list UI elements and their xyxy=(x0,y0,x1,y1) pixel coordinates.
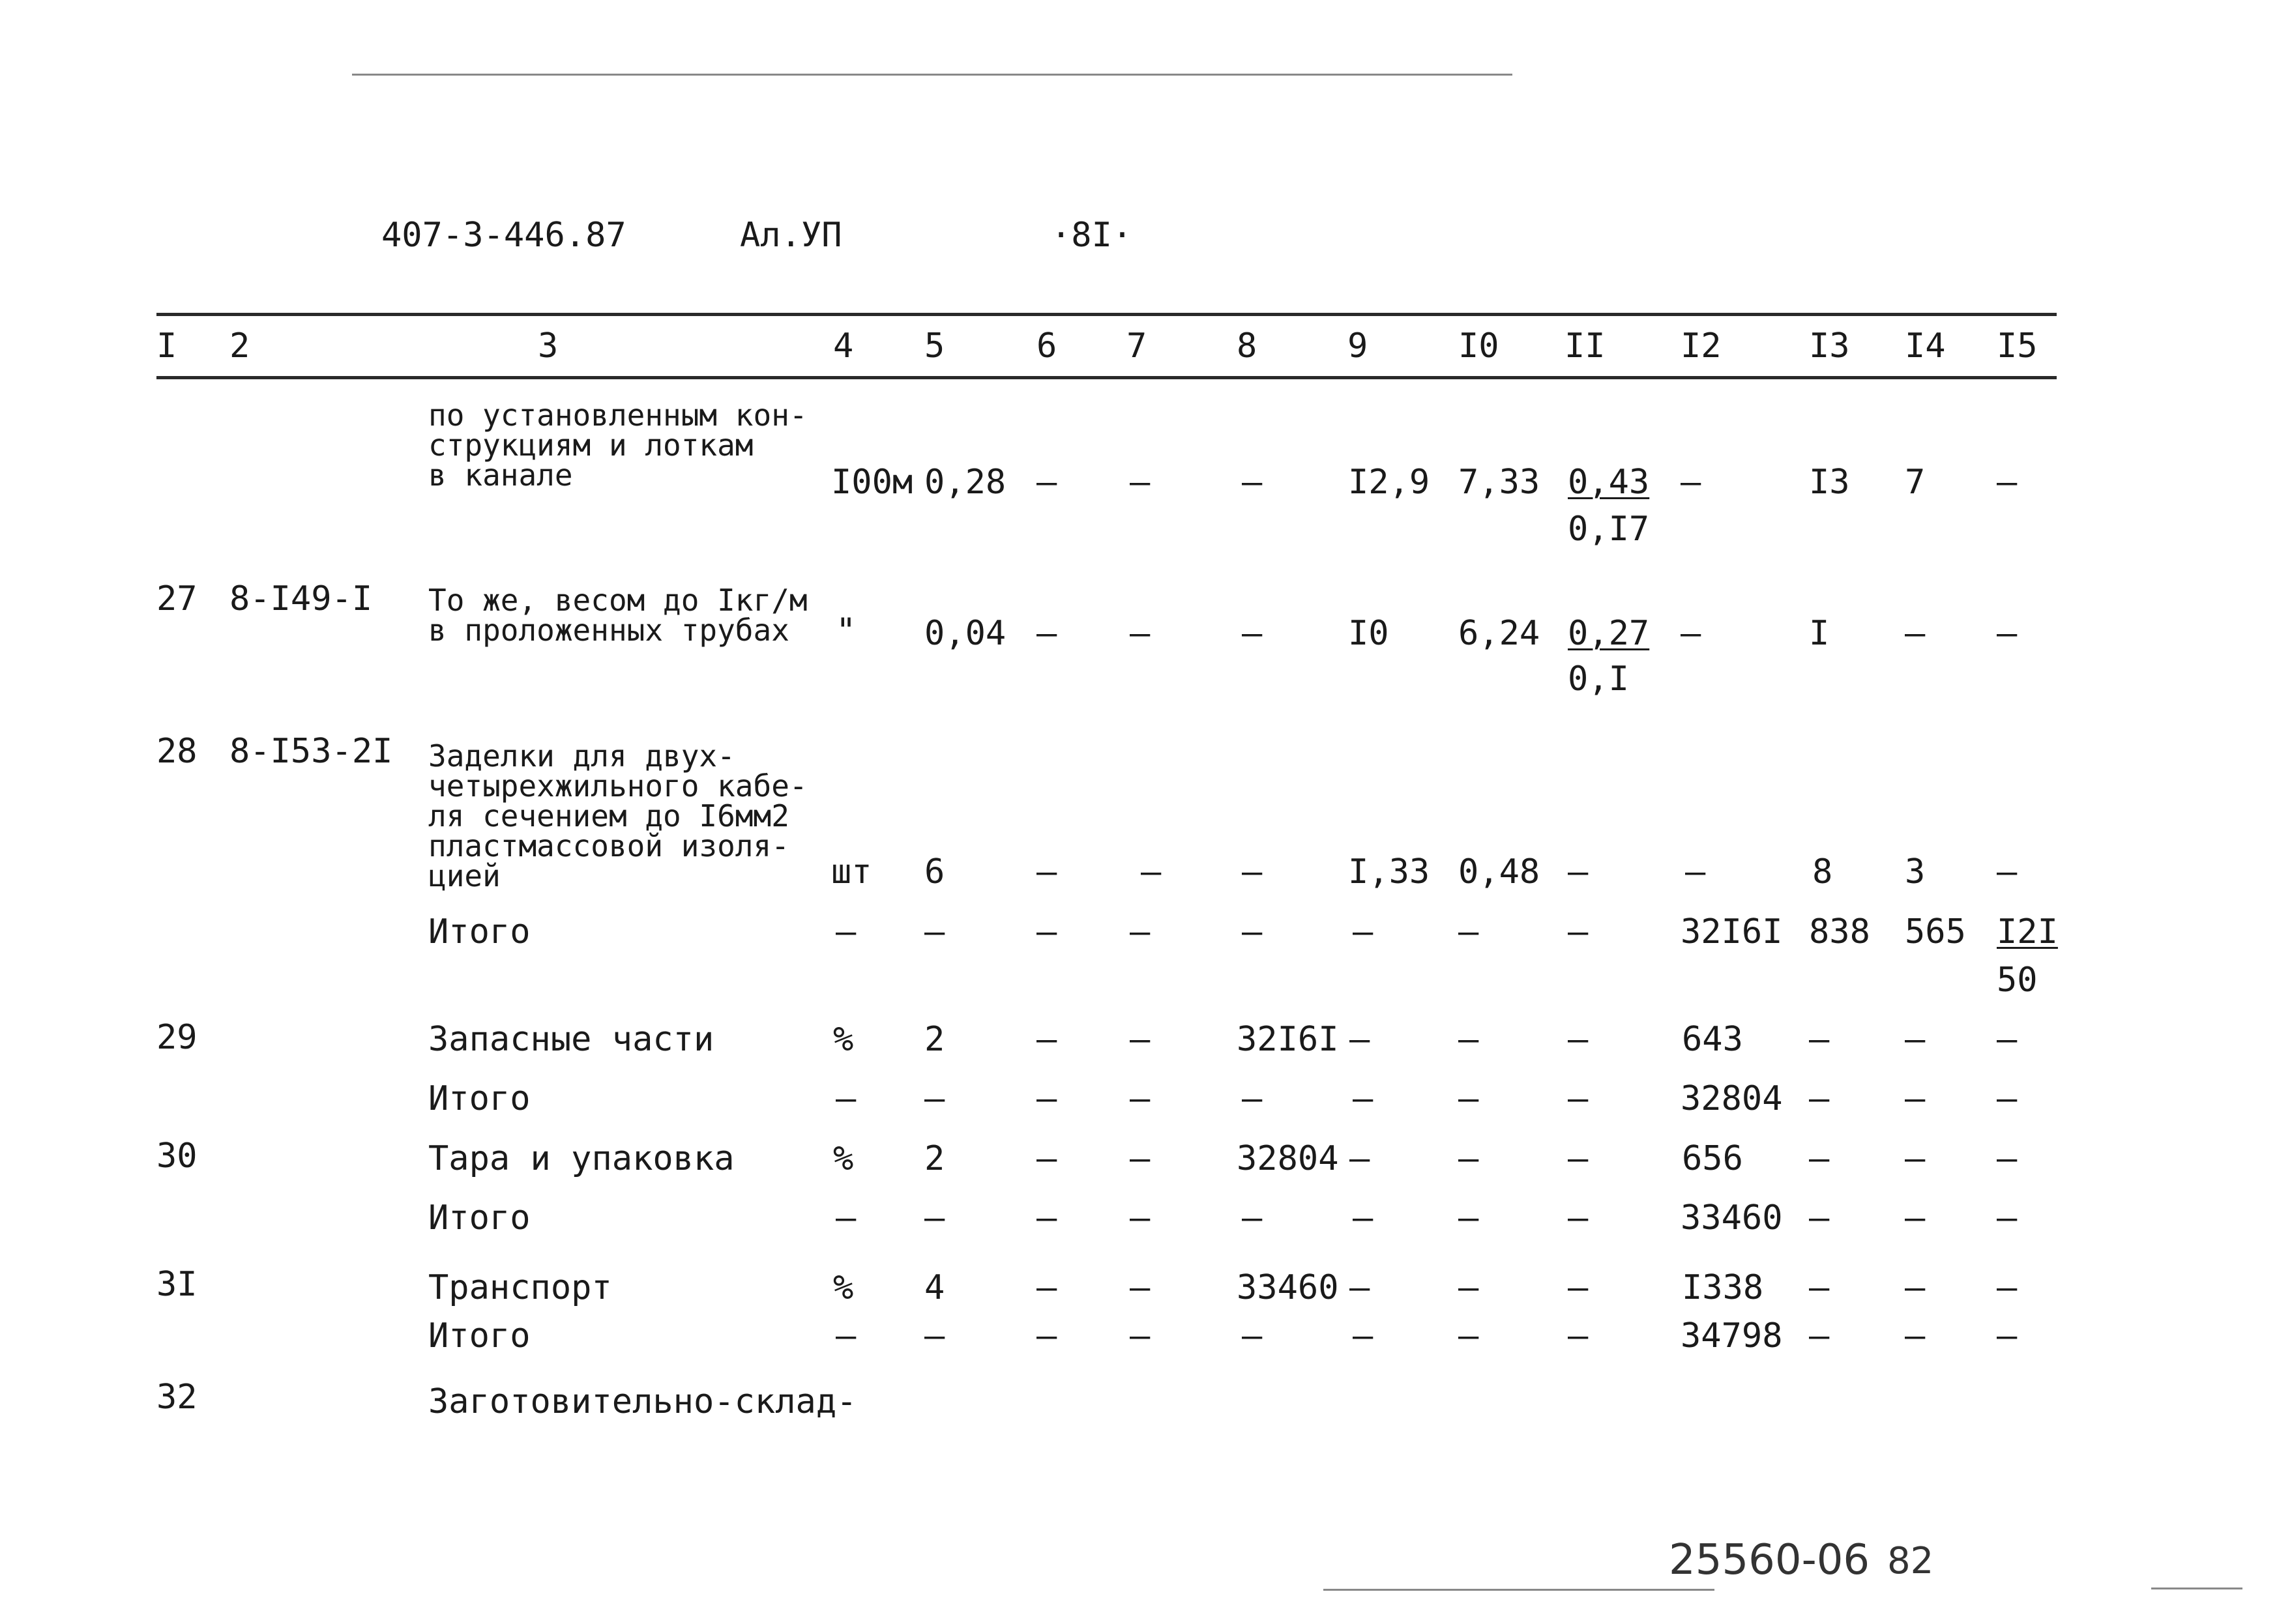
cell-11: – xyxy=(1568,1020,1589,1059)
total-label: Итого xyxy=(428,912,531,951)
total-label: Итого xyxy=(428,1079,531,1118)
cell-14: – xyxy=(1905,1268,1926,1307)
col-header-9: 9 xyxy=(1347,326,1368,366)
cell-5: 0,04 xyxy=(924,614,1006,653)
cell-12: 33460 xyxy=(1681,1198,1783,1238)
cell-8: 32I6I xyxy=(1237,1020,1339,1059)
cell-14: 7 xyxy=(1905,463,1926,502)
cell-15: – xyxy=(1997,1316,2018,1356)
cell-10: – xyxy=(1458,1020,1479,1059)
cell-13: – xyxy=(1809,1198,1830,1238)
row-description: Заделки для двух- четырехжильного кабе- ля сечением до I6мм2 пластмассовой изоля- цией xyxy=(428,738,808,893)
unit-cell: % xyxy=(833,1020,854,1059)
cell-12: 656 xyxy=(1682,1139,1743,1178)
cell-8: – xyxy=(1242,1198,1263,1238)
col-header-12: I2 xyxy=(1681,326,1722,366)
cell-11: – xyxy=(1568,852,1589,892)
col-header-15: I5 xyxy=(1997,326,2038,366)
cell-10: – xyxy=(1458,1316,1479,1356)
cell-14: 3 xyxy=(1905,852,1926,892)
cell-5: 2 xyxy=(924,1020,945,1059)
cell-6: – xyxy=(1036,1079,1057,1118)
cell-15: – xyxy=(1997,1079,2018,1118)
cell-7: – xyxy=(1130,1316,1151,1356)
footer-rule xyxy=(1323,1589,1714,1591)
cell-4: – xyxy=(836,1079,857,1118)
cell-6: – xyxy=(1036,1198,1057,1238)
cell-7: – xyxy=(1130,1268,1151,1307)
cell-15: – xyxy=(1997,1139,2018,1178)
cell-15: – xyxy=(1997,1198,2018,1238)
col-header-10: I0 xyxy=(1458,326,1499,366)
cell-9: I0 xyxy=(1348,614,1389,653)
cell-10: – xyxy=(1458,1139,1479,1178)
cell-11-top: 0,27 xyxy=(1568,614,1650,653)
cell-11: – xyxy=(1568,912,1589,951)
page-number: ·8I· xyxy=(1051,216,1133,255)
cell-7: – xyxy=(1130,1198,1151,1238)
cell-9: – xyxy=(1353,1198,1374,1238)
cell-7: – xyxy=(1130,463,1151,502)
cell-10: 7,33 xyxy=(1458,463,1540,502)
cell-6: – xyxy=(1036,1316,1057,1356)
cell-15: – xyxy=(1997,463,2018,502)
col-header-4: 4 xyxy=(833,326,854,366)
cell-13: – xyxy=(1809,1020,1830,1059)
unit-cell: % xyxy=(833,1268,854,1307)
cell-12: – xyxy=(1681,463,1701,502)
cell-11: – xyxy=(1568,1316,1589,1356)
row-label: Запасные части xyxy=(428,1020,714,1059)
handwritten-page: 82 xyxy=(1887,1540,1934,1582)
col-header-3: 3 xyxy=(538,326,559,366)
cell-13: I3 xyxy=(1809,463,1850,502)
cell-8: – xyxy=(1242,1079,1263,1118)
cell-12: – xyxy=(1681,614,1701,653)
col-header-5: 5 xyxy=(924,326,945,366)
cell-7: – xyxy=(1130,1020,1151,1059)
col-header-7: 7 xyxy=(1126,326,1147,366)
cell-10: – xyxy=(1458,1079,1479,1118)
cell-10: – xyxy=(1458,1268,1479,1307)
cell-8: – xyxy=(1242,1316,1263,1356)
cell-9: – xyxy=(1353,912,1374,951)
unit-cell: шт xyxy=(831,852,872,892)
cell-5: – xyxy=(924,1198,945,1238)
cell-8: 32804 xyxy=(1237,1139,1339,1178)
cell-9: I2,9 xyxy=(1348,463,1430,502)
cell-15: – xyxy=(1997,1268,2018,1307)
cell-4: – xyxy=(836,1316,857,1356)
col-header-2: 2 xyxy=(229,326,250,366)
cell-13: I xyxy=(1809,614,1830,653)
cell-9: – xyxy=(1349,1268,1370,1307)
table-header-bottom-rule xyxy=(156,376,2057,379)
col-header-14: I4 xyxy=(1905,326,1946,366)
cell-6: – xyxy=(1036,463,1057,502)
cell-5: – xyxy=(924,912,945,951)
cell-8: – xyxy=(1242,852,1263,892)
col-header-8: 8 xyxy=(1237,326,1257,366)
cell-12: 34798 xyxy=(1681,1316,1783,1356)
cell-13: – xyxy=(1809,1079,1830,1118)
cell-12: – xyxy=(1685,852,1706,892)
col-header-1: I xyxy=(156,326,177,366)
row-description: по установленным кон- струкциям и лоткам в канале xyxy=(428,398,808,493)
row-number: 32 xyxy=(156,1378,198,1417)
cell-13: – xyxy=(1809,1268,1830,1307)
cell-8: – xyxy=(1242,912,1263,951)
row-label: Транспорт xyxy=(428,1268,612,1307)
unit-cell: % xyxy=(833,1139,854,1178)
cell-6: – xyxy=(1036,852,1057,892)
cell-6: – xyxy=(1036,1020,1057,1059)
row-code: 8-I53-2I xyxy=(229,732,393,771)
total-label: Итого xyxy=(428,1198,531,1238)
row-number: 30 xyxy=(156,1137,198,1176)
cell-11: – xyxy=(1568,1268,1589,1307)
cell-7: – xyxy=(1130,614,1151,653)
cell-8: 33460 xyxy=(1237,1268,1339,1307)
cell-13: 8 xyxy=(1812,852,1833,892)
cell-11: – xyxy=(1568,1079,1589,1118)
cell-11-bottom: 0,I7 xyxy=(1568,510,1650,549)
cell-9: – xyxy=(1353,1316,1374,1356)
cell-15-bottom: 50 xyxy=(1997,961,2038,1000)
row-number: 3I xyxy=(156,1265,198,1304)
cell-12: 643 xyxy=(1682,1020,1743,1059)
sheet-label: Ал.УП xyxy=(740,216,842,255)
cell-14: – xyxy=(1905,614,1926,653)
cell-13: – xyxy=(1809,1139,1830,1178)
col-header-6: 6 xyxy=(1036,326,1057,366)
table-top-rule xyxy=(156,313,2057,316)
cell-7: – xyxy=(1130,912,1151,951)
cell-7: – xyxy=(1130,1139,1151,1178)
row-number: 27 xyxy=(156,579,198,618)
row-label: Заготовительно-склад- xyxy=(428,1382,857,1421)
cell-5: 2 xyxy=(924,1139,945,1178)
row-code: 8-I49-I xyxy=(229,579,373,618)
top-rule xyxy=(352,74,1512,76)
unit-cell: I00м xyxy=(831,463,913,502)
cell-5: 4 xyxy=(924,1268,945,1307)
footer-rule-right xyxy=(2151,1588,2242,1589)
cell-14: 565 xyxy=(1905,912,1966,951)
total-label: Итого xyxy=(428,1316,531,1356)
row-number: 28 xyxy=(156,732,198,771)
cell-10: 0,48 xyxy=(1458,852,1540,892)
row-label: Тара и упаковка xyxy=(428,1139,735,1178)
cell-4: – xyxy=(836,912,857,951)
cell-9: – xyxy=(1349,1020,1370,1059)
cell-6: – xyxy=(1036,1139,1057,1178)
row-number: 29 xyxy=(156,1018,198,1057)
cell-15: – xyxy=(1997,1020,2018,1059)
col-header-11: II xyxy=(1565,326,1606,366)
cell-6: – xyxy=(1036,912,1057,951)
cell-10: – xyxy=(1458,1198,1479,1238)
cell-11-top: 0,43 xyxy=(1568,463,1650,502)
cell-5: 6 xyxy=(924,852,945,892)
cell-7: – xyxy=(1141,852,1162,892)
unit-cell: " xyxy=(836,611,857,650)
cell-13: – xyxy=(1809,1316,1830,1356)
cell-9: I,33 xyxy=(1348,852,1430,892)
cell-12: I338 xyxy=(1682,1268,1764,1307)
col-header-13: I3 xyxy=(1809,326,1850,366)
cell-10: 6,24 xyxy=(1458,614,1540,653)
cell-5: – xyxy=(924,1079,945,1118)
cell-12: 32804 xyxy=(1681,1079,1783,1118)
cell-15: – xyxy=(1997,614,2018,653)
cell-8: – xyxy=(1242,463,1263,502)
cell-9: – xyxy=(1349,1139,1370,1178)
handwritten-number: 25560-06 xyxy=(1669,1536,1870,1584)
cell-11: – xyxy=(1568,1139,1589,1178)
doc-code: 407-3-446.87 xyxy=(381,216,626,255)
cell-11-bottom: 0,I xyxy=(1568,660,1629,699)
cell-13: 838 xyxy=(1809,912,1870,951)
cell-10: – xyxy=(1458,912,1479,951)
cell-7: – xyxy=(1130,1079,1151,1118)
cell-4: – xyxy=(836,1198,857,1238)
cell-14: – xyxy=(1905,1079,1926,1118)
cell-14: – xyxy=(1905,1020,1926,1059)
cell-9: – xyxy=(1353,1079,1374,1118)
cell-5: 0,28 xyxy=(924,463,1006,502)
cell-15-top: I2I xyxy=(1997,912,2058,951)
cell-14: – xyxy=(1905,1316,1926,1356)
cell-14: – xyxy=(1905,1139,1926,1178)
row-description: То же, весом до Iкг/м в проложенных трубах xyxy=(428,583,808,648)
cell-5: – xyxy=(924,1316,945,1356)
cell-12: 32I6I xyxy=(1681,912,1783,951)
cell-6: – xyxy=(1036,1268,1057,1307)
cell-11: – xyxy=(1568,1198,1589,1238)
cell-8: – xyxy=(1242,614,1263,653)
cell-6: – xyxy=(1036,614,1057,653)
cell-14: – xyxy=(1905,1198,1926,1238)
cell-15: – xyxy=(1997,852,2018,892)
